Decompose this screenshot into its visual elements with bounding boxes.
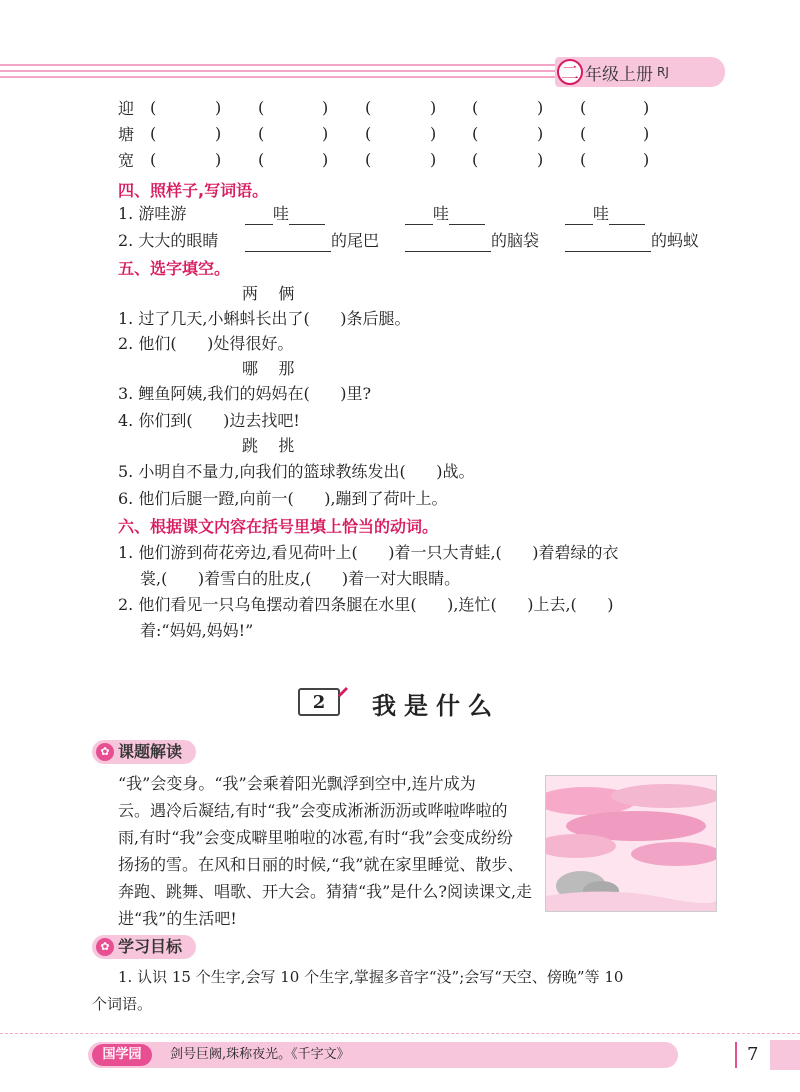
intro-line-6: 进“我”的生活吧! [118,909,237,928]
intro-line-1: “我”会变身。“我”会乘着阳光飘浮到空中,连片成为 [118,774,476,793]
answer-paren: ) [430,150,437,169]
s4-item-2-1: 的尾巴 [245,230,379,252]
answer-paren: ( [365,124,372,143]
s5-q2: 2. 他们( )处得很好。 [118,334,294,353]
lesson-title: 我是什么 [372,691,500,720]
s5-q5: 5. 小明自不量力,向我们的篮球教练发出( )战。 [118,462,475,481]
s5-pair-1: 两 俩 [242,284,295,303]
pencil-icon [336,683,350,697]
s5-q6: 6. 他们后腿一蹬,向前一( ),蹦到了荷叶上。 [118,489,448,508]
grade-number: 二 [557,59,583,85]
section-6-title: 六、根据课文内容在括号里填上恰当的动词。 [118,517,439,536]
footer-divider [0,1033,800,1034]
answer-paren: ( [580,150,587,169]
answer-paren: ( [150,124,157,143]
answer-paren: ) [215,98,222,117]
answer-paren: ( [365,150,372,169]
answer-paren: ) [215,150,222,169]
answer-paren: ) [430,124,437,143]
s4-example-1: 1. 游哇游 [118,204,187,223]
polyphone-char: 宽 [118,151,135,170]
intro-line-5: 奔跑、跳舞、唱歌、开大会。猜猜“我”是什么?阅读课文,走 [118,882,533,901]
answer-paren: ( [150,150,157,169]
s5-q3: 3. 鲤鱼阿姨,我们的妈妈在( )里? [118,384,372,403]
answer-paren: ) [322,150,329,169]
answer-paren: ( [472,124,479,143]
answer-paren: ( [472,150,479,169]
page-number: 7 [735,1042,758,1068]
s4-item-1-3: 哇 [565,203,645,225]
s4-example-2: 2. 大大的眼睛 [118,231,219,250]
answer-paren: ( [150,98,157,117]
grade-label: 年级上册 [585,64,653,85]
answer-paren: ( [472,98,479,117]
s6-q2-line2: 着:“妈妈,妈妈!” [140,621,254,640]
answer-paren: ) [643,98,650,117]
lesson-number: 2 [312,691,326,713]
goals-line-1: 1. 认识 15 个生字,会写 10 个生字,掌握多音字“没”;会写“天空、傍晚”等 10 [118,968,624,986]
section-4-title: 四、照样子,写词语。 [118,181,269,200]
s4-item-2-2: 的脑袋 [405,230,539,252]
answer-paren: ) [643,124,650,143]
answer-paren: ) [430,98,437,117]
s5-q4: 4. 你们到( )边去找吧! [118,411,300,430]
answer-paren: ) [537,98,544,117]
s5-pair-3: 跳 挑 [242,436,295,455]
goals-line-2: 个词语。 [92,995,153,1013]
flower-icon: ✿ [96,743,114,761]
page-tab [770,1040,800,1070]
s6-q2-line1: 2. 他们看见一只乌龟摆动着四条腿在水里( ),连忙( )上去,( ) [118,595,614,614]
s5-q1: 1. 过了几天,小蝌蚪长出了( )条后腿。 [118,309,411,328]
footer-badge: 国学园 [92,1044,152,1066]
answer-paren: ) [322,124,329,143]
flower-icon: ✿ [96,938,114,956]
grade-tab [555,57,725,87]
s6-q1-line2: 裳,( )着雪白的肚皮,( )着一对大眼睛。 [140,569,461,588]
cloud-illustration [545,775,717,912]
s4-item-1-1: 哇 [245,203,325,225]
answer-paren: ( [580,124,587,143]
answer-paren: ) [215,124,222,143]
answer-paren: ( [580,98,587,117]
intro-line-4: 扬扬的雪。在风和日丽的时候,“我”就在家里睡觉、散步、 [118,855,524,874]
answer-paren: ( [365,98,372,117]
polyphone-char: 迎 [118,99,135,118]
polyphone-char: 塘 [118,125,135,144]
s6-q1-line1: 1. 他们游到荷花旁边,看见荷叶上( )着一只大青蛙,( )着碧绿的衣 [118,543,619,562]
goals-label: ✿ 学习目标 [92,935,196,959]
intro-line-2: 云。遇冷后凝结,有时“我”会变成淅淅沥沥或哗啦哗啦的 [118,801,508,820]
intro-line-3: 雨,有时“我”会变成噼里啪啦的冰雹,有时“我”会变成纷纷 [118,828,513,847]
intro-label: ✿ 课题解读 [92,740,196,764]
answer-paren: ( [258,124,265,143]
s4-item-1-2: 哇 [405,203,485,225]
lesson-number-box [298,688,340,716]
s4-item-2-3: 的蚂蚁 [565,230,699,252]
header-rule [0,64,560,78]
answer-paren: ( [258,98,265,117]
answer-paren: ( [258,150,265,169]
answer-paren: ) [537,124,544,143]
section-5-title: 五、选字填空。 [118,259,231,278]
answer-paren: ) [322,98,329,117]
answer-paren: ) [537,150,544,169]
footer-quote: 剑号巨阙,珠称夜光。《千字文》 [170,1047,350,1062]
answer-paren: ) [643,150,650,169]
s5-pair-2: 哪 那 [242,359,295,378]
edition-label: RJ [657,65,669,79]
